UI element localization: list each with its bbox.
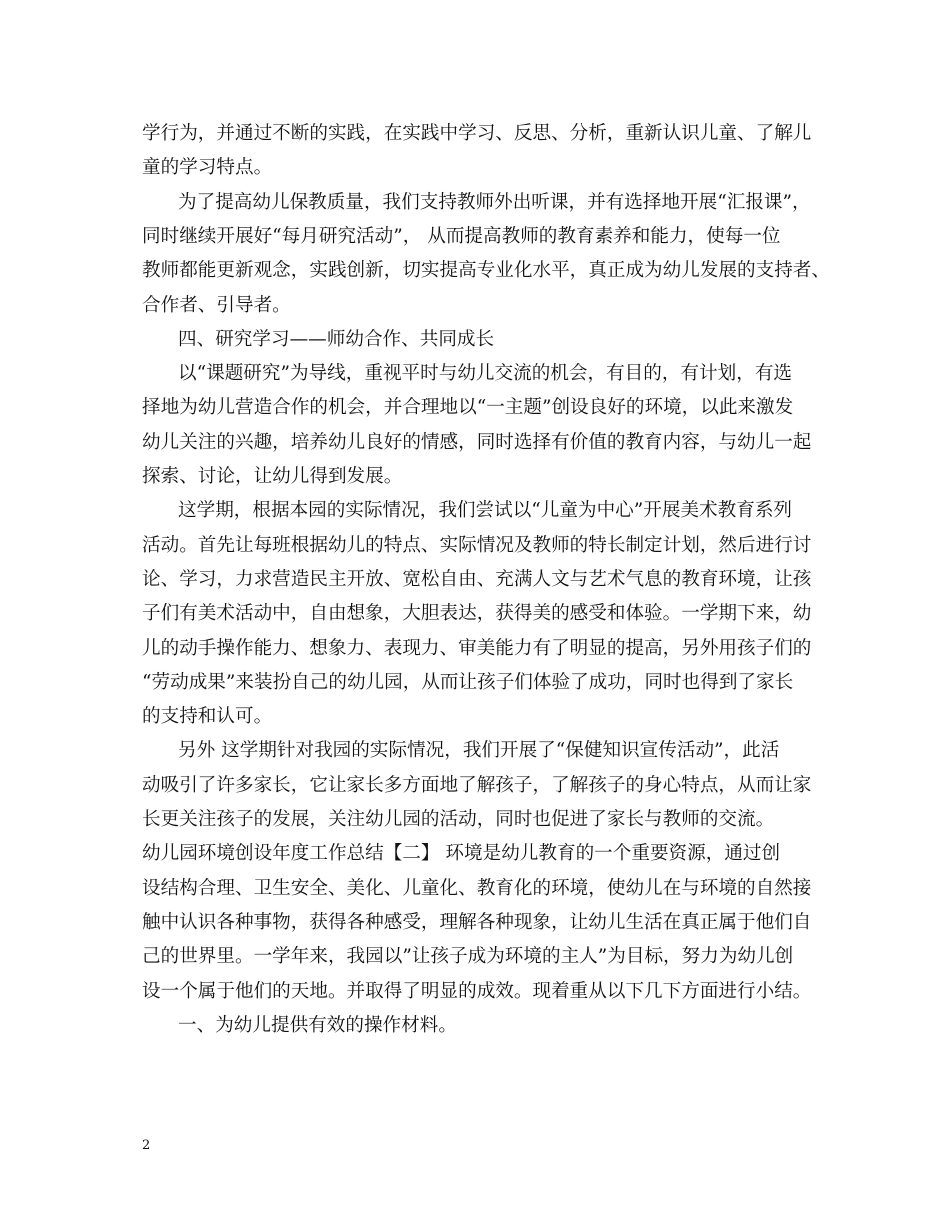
- text-line: 这学期，根据本园的实际情况，我们尝试以“儿童为中心”开展美术教育系列: [178, 500, 793, 522]
- text-line: 合作者、引导者。: [142, 294, 291, 316]
- text-line: 学行为，并通过不断的实践，在实践中学习、反思、分析，重新认识儿童、了解儿: [142, 123, 812, 144]
- text-line: 长更关注孩子的发展，关注幼儿园的活动，同时也促进了家长与教师的交流。: [142, 809, 775, 830]
- text-line: 论、学习，力求营造民主开放、宽松自由、充满人文与艺术气息的教育环境，让孩: [142, 568, 812, 590]
- text-line: 为了提高幼儿保教质量，我们支持教师外出听课，并有选择地开展“汇报课”，: [178, 191, 811, 213]
- text-line: 择地为幼儿营造合作的机会，并合理地以“一主题”创设良好的环境，以此来激发: [142, 397, 794, 419]
- text-line: 幼儿园环境创设年度工作总结【二】 环境是幼儿教育的一个重要资源，通过创: [142, 843, 781, 865]
- text-line: 探索、讨论，让幼儿得到发展。: [142, 466, 403, 487]
- text-line: 设一个属于他们的天地。并取得了明显的成效。现着重从以下几下方面进行小结。: [142, 980, 812, 1002]
- text-line: 动吸引了许多家长，它让家长多方面地了解孩子，了解孩子的身心特点，从而让家: [142, 774, 812, 796]
- text-line: 一、为幼儿提供有效的操作材料。: [178, 1014, 457, 1036]
- text-line: 幼儿关注的兴趣，培养幼儿良好的情感，同时选择有价值的教育内容，与幼儿一起: [142, 431, 812, 453]
- text-line: “劳动成果”来装扮自己的幼儿园，从而让孩子们体验了成功，同时也得到了家长: [142, 671, 794, 693]
- text-line: 以“课题研究”为导线，重视平时与幼儿交流的机会，有目的，有计划，有选: [178, 363, 793, 385]
- text-line: 四、研究学习——师幼合作、共同成长: [178, 328, 495, 350]
- text-line: 教师都能更新观念，实践创新，切实提高专业化水平，真正成为幼儿发展的支持者、: [142, 260, 830, 282]
- text-line: 子们有美术活动中，自由想象，大胆表达，获得美的感受和体验。一学期下来，幼: [142, 603, 812, 625]
- text-line: 童的学习特点。: [142, 157, 273, 179]
- text-line: 的支持和认可。: [142, 706, 273, 728]
- text-line: 另外 这学期针对我园的实际情况，我们开展了“保健知识宣传活动”，此活: [178, 740, 780, 762]
- text-line: 设结构合理、卫生安全、美化、儿童化、教育化的环境，使幼儿在与环境的自然接: [142, 877, 812, 899]
- text-line: 活动。首先让每班根据幼儿的特点、实际情况及教师的特长制定计划，然后进行讨: [142, 534, 812, 556]
- text-line: 触中认识各种事物，获得各种感受，理解各种现象，让幼儿生活在真正属于他们自: [142, 911, 812, 933]
- page-number: 2: [142, 1138, 151, 1153]
- text-line: 同时继续开展好“每月研究活动”， 从而提高教师的教育素养和能力，使每一位: [142, 225, 781, 247]
- text-line: 儿的动手操作能力、想象力、表现力、审美能力有了明显的提高，另外用孩子们的: [142, 637, 812, 659]
- text-line: 己的世界里。一学年来，我园以”让孩子成为环境的主人”为目标，努力为幼儿创: [142, 946, 794, 968]
